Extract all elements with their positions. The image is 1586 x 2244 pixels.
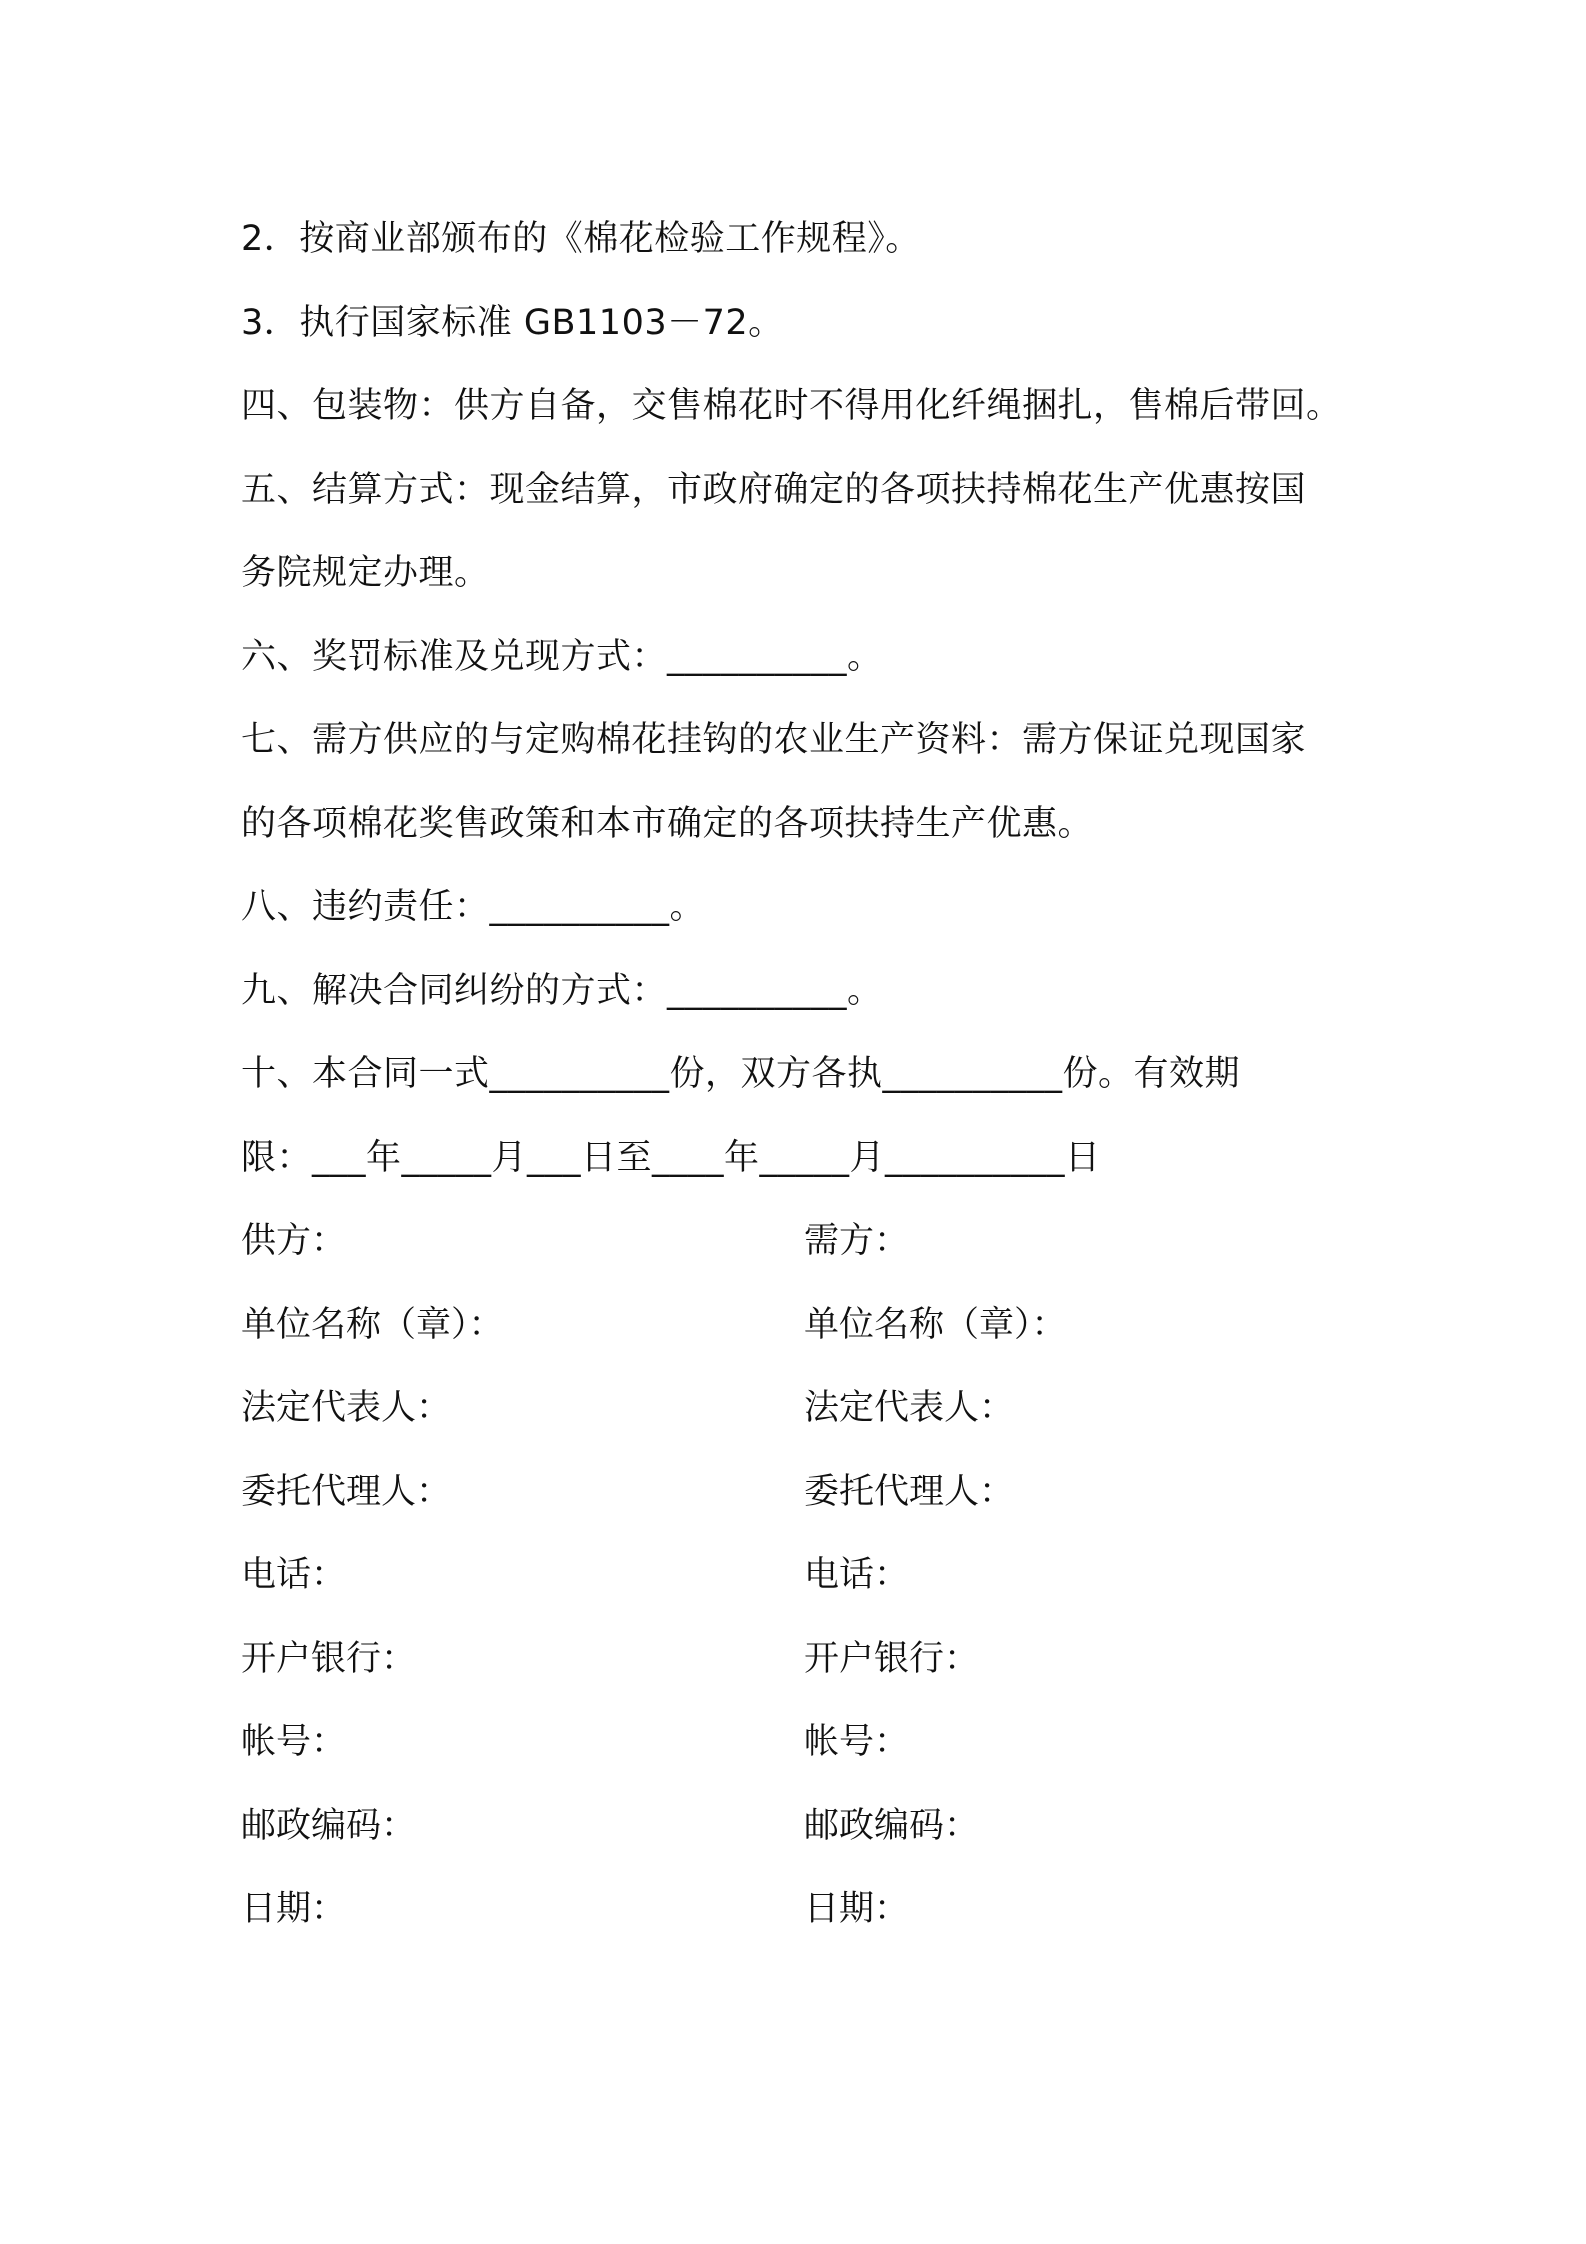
buyer-phone: 电话： — [804, 1555, 910, 1595]
signature-row — [241, 1367, 1351, 1451]
clause-settlement-line-1: 五、结算方式：现金结算，市政府确定的各项扶持棉花生产优惠按国 — [241, 469, 1307, 510]
supplier-agent: 委托代理人： — [241, 1471, 452, 1512]
supplier-phone: 电话： — [241, 1555, 347, 1595]
buyer-bank: 开户银行： — [804, 1638, 980, 1679]
clause-settlement-line-2: 务院规定办理。 — [241, 553, 490, 593]
clause-rewards-penalties: 六、奖罚标准及兑现方式：__________。 — [241, 636, 883, 677]
clause-national-standard: 3．执行国家标准 GB1103－72。 — [241, 302, 784, 343]
signature-row — [241, 1868, 1351, 1952]
signature-row — [241, 1534, 1351, 1618]
signature-row — [241, 1618, 1351, 1702]
supplier-label: 供方： — [241, 1221, 347, 1261]
buyer-legal-rep: 法定代表人： — [804, 1388, 1015, 1428]
buyer-unit-name: 单位名称（章）： — [804, 1304, 1067, 1345]
clause-liability: 八、违约责任：__________。 — [241, 887, 706, 927]
signature-row — [241, 1785, 1351, 1869]
buyer-label: 需方： — [804, 1221, 910, 1261]
supplier-legal-rep: 法定代表人： — [241, 1388, 452, 1428]
clause-copies-line-2: 限：___年_____月___日至____年_____月__________日 — [241, 1137, 1101, 1178]
signature-row — [241, 1701, 1351, 1785]
clause-copies-line-1: 十、本合同一式__________份，双方各执__________份。有效期 — [241, 1054, 1241, 1094]
clause-dispute-resolution: 九、解决合同纠纷的方式：__________。 — [241, 970, 883, 1011]
clause-inspection-rules: 2．按商业部颁布的《棉花检验工作规程》。 — [241, 219, 921, 259]
signature-row — [241, 1200, 1351, 1284]
clause-packaging: 四、包装物：供方自备，交售棉花时不得用化纤绳捆扎，售棉后带回。 — [241, 386, 1342, 426]
clause-supplies-line-2: 的各项棉花奖售政策和本市确定的各项扶持生产优惠。 — [241, 803, 1094, 844]
supplier-bank: 开户银行： — [241, 1638, 417, 1679]
buyer-date: 日期： — [804, 1889, 910, 1929]
buyer-account: 帐号： — [804, 1722, 910, 1762]
supplier-postcode: 邮政编码： — [241, 1805, 417, 1846]
signature-row — [241, 1451, 1351, 1535]
clause-supplies-line-1: 七、需方供应的与定购棉花挂钩的农业生产资料：需方保证兑现国家 — [241, 720, 1307, 760]
supplier-unit-name: 单位名称（章）： — [241, 1304, 504, 1345]
supplier-account: 帐号： — [241, 1722, 347, 1762]
supplier-date: 日期： — [241, 1889, 347, 1929]
signature-block — [241, 1200, 1351, 1952]
buyer-postcode: 邮政编码： — [804, 1805, 980, 1846]
contract-body — [241, 198, 1351, 1952]
buyer-agent: 委托代理人： — [804, 1471, 1015, 1512]
signature-row — [241, 1284, 1351, 1368]
